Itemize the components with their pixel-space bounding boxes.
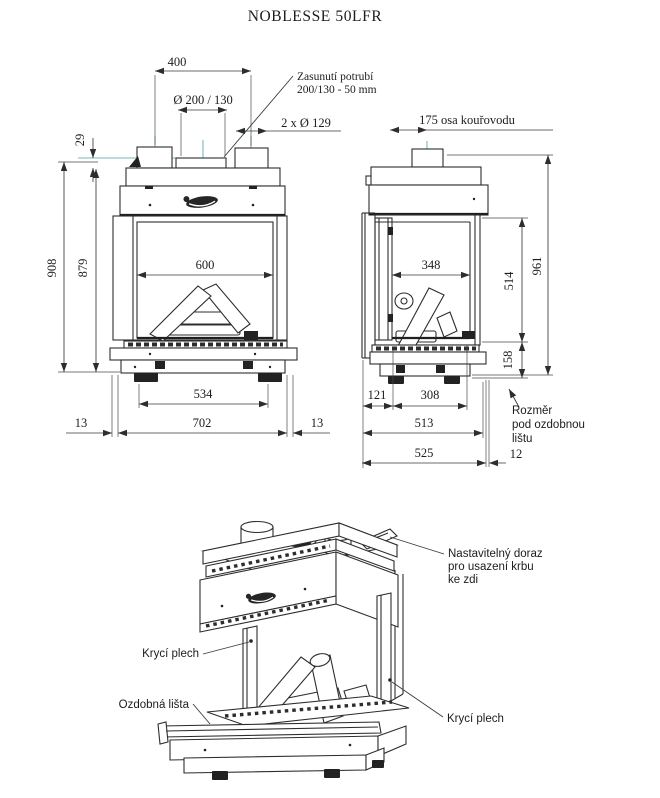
trim-dimension-note: [509, 389, 585, 445]
dim-side-front-offset: 121: [367, 388, 387, 402]
dim-side-floor-depth: 308: [420, 388, 440, 402]
dim-front-left-margin: 13: [74, 416, 88, 430]
dim-front-feet-spacing: 534: [193, 387, 213, 401]
label-adjustable-stop-line3: ke zdi: [448, 574, 479, 586]
page-title: NOBLESSE 50LFR: [247, 8, 383, 25]
dim-side-total-height: 961: [530, 256, 544, 276]
front-view: [45, 55, 377, 437]
dim-front-top-offset: 29: [73, 133, 87, 147]
pipe-note-line2: 200/130 - 50 mm: [297, 84, 377, 96]
trim-note-line1: Rozměr: [512, 405, 553, 417]
trim-note-line2: pod ozdobnou: [512, 419, 585, 431]
dim-front-collar: Ø 200 / 130: [173, 93, 233, 107]
front-flue-stubs: [129, 147, 268, 168]
dim-front-opening-width: 600: [195, 258, 215, 272]
label-cover-sheet-left: Krycí plech: [142, 648, 199, 660]
dim-side-back-offset: 12: [509, 447, 523, 461]
dim-front-body-height: 879: [76, 258, 90, 278]
label-adjustable-stop-line1: Nastavitelný doraz: [448, 548, 543, 560]
label-adjustable-stop-line2: pro usazení krbu: [448, 561, 534, 573]
label-cover-sheet-right: Krycí plech: [447, 713, 504, 725]
dim-side-opening-height: 514: [502, 271, 516, 291]
iso-view: [119, 522, 543, 781]
dim-front-right-margin: 13: [310, 416, 324, 430]
dim-front-base-width: 702: [192, 416, 212, 430]
trim-note-line3: lištu: [512, 433, 533, 445]
dim-front-top-width: 400: [167, 55, 187, 69]
dim-side-body-depth: 513: [414, 416, 434, 430]
dim-front-total-height: 908: [45, 258, 59, 278]
side-view: [362, 113, 585, 468]
dim-front-flues: 2 x Ø 129: [281, 116, 331, 130]
front-base: [110, 331, 297, 382]
dim-side-total-depth: 525: [414, 446, 434, 460]
dim-side-base-height: 158: [501, 350, 515, 370]
pipe-insert-note: [224, 71, 377, 157]
dim-side-opening-depth: 348: [421, 258, 441, 272]
dim-side-flue-axis: 175 osa kouřovodu: [419, 113, 515, 127]
label-decorative-trim: Ozdobná lišta: [118, 699, 189, 711]
iso-base: [158, 696, 409, 780]
pipe-note-line1: Zasunutí potrubí: [297, 71, 374, 83]
